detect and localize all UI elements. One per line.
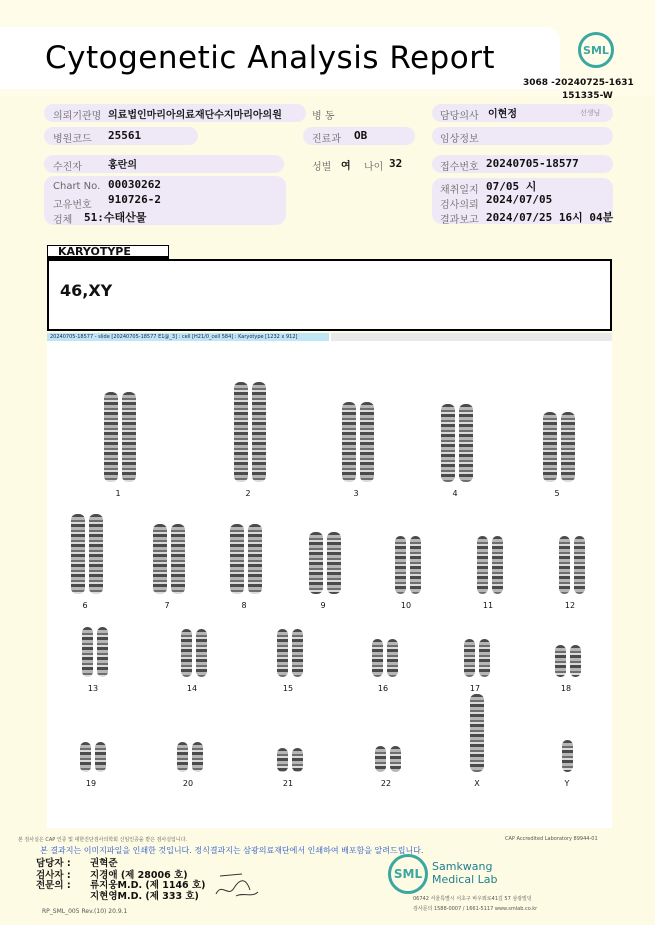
chromosome-13-2 <box>97 627 108 677</box>
chromosome-8-2 <box>248 524 262 594</box>
chromosome-label-22: 22 <box>380 779 392 788</box>
chromosome-14-2 <box>196 629 207 677</box>
chromosome-label-2: 2 <box>245 489 251 498</box>
age-label: 나이 <box>364 162 384 173</box>
receipt-label: 접수번호 <box>440 162 479 173</box>
chromosome-label-9: 9 <box>320 601 326 610</box>
chromosome-8-1 <box>230 524 244 594</box>
unique-value: 910726-2 <box>108 193 161 206</box>
chromosome-label-19: 19 <box>85 779 97 788</box>
sex-label: 성별 <box>312 162 332 173</box>
chromosome-11-1 <box>477 536 488 594</box>
lab-contact: 검사문의 1588-0007 / 1661-5117 www.smlab.co.kr <box>413 906 538 912</box>
chromosome-11-2 <box>492 536 503 594</box>
chromosome-20-2 <box>192 742 203 772</box>
unique-label: 고유번호 <box>53 200 92 211</box>
print-notice: 본 결과지는 이미지파일을 인쇄한 것입니다. 정식결과지는 삼광의료재단에서 인쇄하여 배포함을 알려드립니다. <box>40 846 424 855</box>
ward-label: 병 동 <box>312 111 335 122</box>
form-code: RP_SML_005 Rev.(10) 20.9.1 <box>42 908 128 915</box>
chromosome-21-1 <box>277 748 288 772</box>
chromosome-label-Y: Y <box>564 779 570 788</box>
chromosome-label-15: 15 <box>282 684 294 693</box>
chart-value: 00030262 <box>108 178 161 191</box>
chromosome-label-1: 1 <box>115 489 121 498</box>
chromosome-1-1 <box>104 392 118 482</box>
result-label: 결과보고 <box>440 215 479 226</box>
signature-icon <box>212 868 262 902</box>
collect-label: 채취일지 <box>440 185 479 196</box>
chromosome-18-2 <box>570 645 581 677</box>
staff-name-1: 권혁준 <box>90 858 118 869</box>
chromosome-9-2 <box>327 532 341 594</box>
doctor-label: 담당의사 <box>440 111 479 122</box>
dept-value: OB <box>354 129 368 142</box>
sml-logo-icon: SML <box>578 32 614 68</box>
chromosome-3-1 <box>342 402 356 482</box>
chromosome-15-2 <box>292 629 303 677</box>
doctor-suffix: 선생님 <box>580 109 601 117</box>
chromosome-label-8: 8 <box>241 601 247 610</box>
chromosome-17-2 <box>479 639 490 677</box>
chromosome-4-1 <box>441 404 455 482</box>
chromosome-label-18: 18 <box>560 684 572 693</box>
receipt-value: 20240705-18577 <box>486 157 579 170</box>
chromosome-22-2 <box>390 746 401 772</box>
chromosome-17-1 <box>464 639 475 677</box>
chromosome-label-11: 11 <box>482 601 494 610</box>
cap-accreditation: CAP Accredited Laboratory 89944-01 <box>505 836 598 842</box>
chromosome-7-2 <box>171 524 185 594</box>
staff-name-4: 지현영M.D. (제 333 호) <box>90 891 199 902</box>
chromosome-12-2 <box>574 536 585 594</box>
dept-label: 진료과 <box>312 134 341 145</box>
chromosome-15-1 <box>277 629 288 677</box>
chromosome-21-2 <box>292 748 303 772</box>
accreditation-note: 본 검사실은 CAP 인증 및 대한진단검사의학회 신임인증을 받은 검사실입니다. <box>18 837 188 843</box>
brand-name-line2: Medical Lab <box>432 873 498 886</box>
hospital-code-label: 병원코드 <box>53 134 92 145</box>
chromosome-label-7: 7 <box>164 601 170 610</box>
doctor-value: 이현정 <box>488 109 517 120</box>
chromosome-3-2 <box>360 402 374 482</box>
chromosome-6-2 <box>89 514 103 594</box>
chromosome-2-1 <box>234 382 248 482</box>
brand-name <box>432 860 498 886</box>
staff-name-2: 지경애 (제 28006 호) <box>90 870 188 881</box>
karyotype-result: 46,XY <box>60 281 113 300</box>
chromosome-22-1 <box>375 746 386 772</box>
sml-logo-bottom-icon: SML <box>388 854 428 894</box>
specimen-value: 51:수태산물 <box>84 211 147 224</box>
chromosome-label-X: X <box>474 779 480 788</box>
hospital-code-value: 25561 <box>108 129 142 142</box>
chromosome-5-2 <box>561 412 575 482</box>
karyotype-result-box <box>47 259 612 331</box>
chromosome-label-17: 17 <box>469 684 481 693</box>
chromosome-label-13: 13 <box>87 684 99 693</box>
chromosome-4-2 <box>459 404 473 482</box>
chromosome-19-2 <box>95 742 106 772</box>
chromosome-10-1 <box>395 536 406 594</box>
chromosome-label-14: 14 <box>186 684 198 693</box>
karyotype-tab: KARYOTYPE <box>47 245 169 259</box>
staff-role-3: 전문의 : <box>36 880 71 891</box>
chromosome-label-16: 16 <box>377 684 389 693</box>
chromosome-16-2 <box>387 639 398 677</box>
request-label: 검사의뢰 <box>440 200 479 211</box>
chromosome-19-1 <box>80 742 91 772</box>
chromosome-5-1 <box>543 412 557 482</box>
report-title: Cytogenetic Analysis Report <box>45 40 496 76</box>
report-id-line2: 151335-W <box>562 91 613 101</box>
collect-value: 07/05 시 <box>486 180 537 193</box>
report-id-line1: 3068 -20240725-1631 <box>523 78 634 88</box>
patient-value: 홍란의 <box>108 160 137 171</box>
chart-label: Chart No. <box>53 181 101 192</box>
chromosome-label-4: 4 <box>452 489 458 498</box>
chromosome-13-1 <box>82 627 93 677</box>
institution-label: 의뢰기관명 <box>53 111 102 122</box>
specimen-label: 검체 <box>53 215 73 226</box>
chromosome-16-1 <box>372 639 383 677</box>
staff-role-1: 담당자 : <box>36 858 71 869</box>
chromosome-9-1 <box>309 532 323 594</box>
chromosome-10-2 <box>410 536 421 594</box>
request-value: 2024/07/05 <box>486 193 553 206</box>
brand-name-line1: Samkwang <box>432 860 493 873</box>
chromosome-label-12: 12 <box>564 601 576 610</box>
chromosome-20-1 <box>177 742 188 772</box>
chromosome-Y-1 <box>562 740 573 772</box>
chromosome-1-2 <box>122 392 136 482</box>
chromosome-label-10: 10 <box>400 601 412 610</box>
result-value: 2024/07/25 16시 04분 <box>486 211 614 224</box>
staff-role-2: 검사자 : <box>36 870 71 881</box>
karyogram-caption: 20240705-18577 - slide [20240705-18577 E1@_3] : cell [H21/0_cell 584] : Karyotype [1232 x 912] <box>47 333 329 341</box>
staff-name-3: 류지웅M.D. (제 1146 호) <box>90 880 206 891</box>
chromosome-2-2 <box>252 382 266 482</box>
chromosome-X-1 <box>470 694 484 772</box>
age-value: 32 <box>389 157 403 170</box>
karyogram-caption-bar <box>331 333 612 341</box>
lab-address: 06742 서울특별시 서초구 바우뫼로41길 57 삼광빌딩 <box>413 896 532 902</box>
chromosome-label-6: 6 <box>82 601 88 610</box>
chromosome-label-3: 3 <box>353 489 359 498</box>
sex-value: 여 <box>341 161 351 172</box>
chromosome-12-1 <box>559 536 570 594</box>
chromosome-18-1 <box>555 645 566 677</box>
chromosome-6-1 <box>71 514 85 594</box>
clinical-label: 임상정보 <box>440 134 479 145</box>
chromosome-7-1 <box>153 524 167 594</box>
chromosome-label-21: 21 <box>282 779 294 788</box>
patient-label: 수진자 <box>53 162 82 173</box>
chromosome-label-20: 20 <box>182 779 194 788</box>
chromosome-label-5: 5 <box>554 489 560 498</box>
institution-value: 의료법인마리아의료재단수지마리아의원 <box>108 110 282 121</box>
chromosome-14-1 <box>181 629 192 677</box>
